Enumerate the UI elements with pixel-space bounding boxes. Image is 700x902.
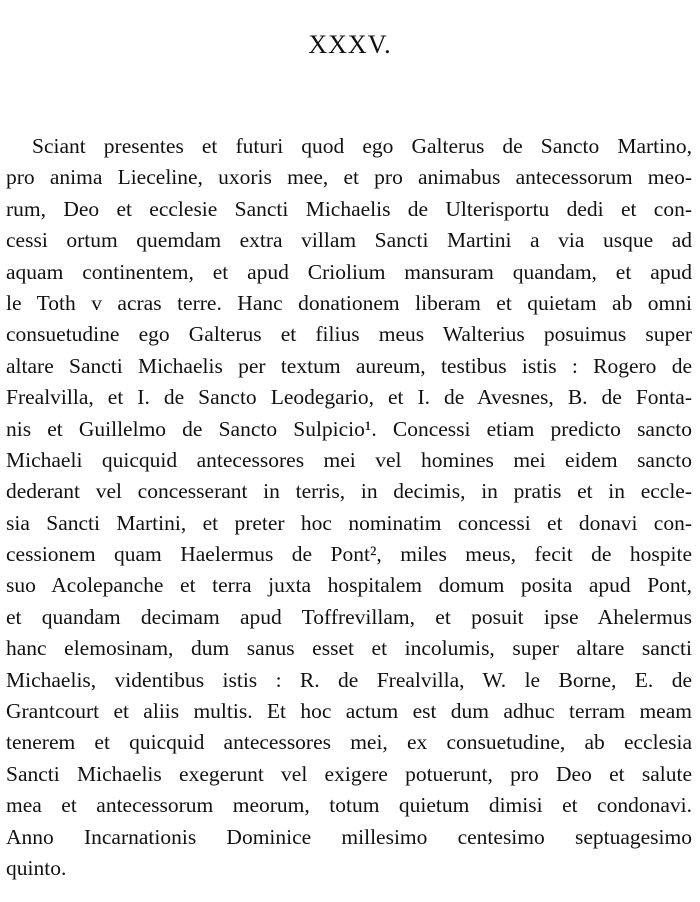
- text-line: pro anima Lieceline, uxoris mee, et pro animabus antecessorum meo-: [6, 165, 692, 190]
- text-line: Michaelis, videntibus istis : R. de Frealvilla, W. le Borne, E. de: [6, 667, 692, 692]
- text-line: consuetudine ego Galterus et filius meus Walterius posuimus super: [6, 322, 692, 347]
- text-line: tenerem et quicquid antecessores mei, ex consuetudine, ab ecclesia: [6, 730, 692, 755]
- charter-number-heading: XXXV.: [308, 30, 392, 59]
- charter-text: [6, 131, 692, 884]
- text-line: quinto.: [6, 855, 67, 880]
- text-line: sia Sancti Martini, et preter hoc nominatim concessi et donavi con-: [6, 510, 692, 535]
- text-line: altare Sancti Michaelis per textum aureum, testibus istis : Rogero de: [6, 353, 692, 378]
- text-line: Sancti Michaelis exegerunt vel exigere potuerunt, pro Deo et salute: [6, 761, 692, 786]
- text-line: cessi ortum quemdam extra villam Sancti Martini a via usque ad: [6, 228, 692, 253]
- text-line: Michaeli quicquid antecessores mei vel homines mei eidem sancto: [6, 447, 692, 472]
- text-line: le Toth v acras terre. Hanc donationem liberam et quietam ab omni: [6, 290, 692, 315]
- text-line: rum, Deo et ecclesie Sancti Michaelis de Ulterisportu dedi et con-: [6, 196, 692, 221]
- text-line: Anno Incarnationis Dominice millesimo centesimo septuagesimo: [6, 824, 692, 849]
- text-line: aquam continentem, et apud Criolium mansuram quandam, et apud: [6, 259, 692, 284]
- text-line: et quandam decimam apud Toffrevillam, et posuit ipse Ahelermus: [6, 604, 692, 629]
- text-line: hanc elemosinam, dum sanus esset et incolumis, super altare sancti: [6, 636, 692, 661]
- text-line: Frealvilla, et I. de Sancto Leodegario, et I. de Avesnes, B. de Fonta-: [6, 385, 692, 410]
- text-line: Grantcourt et aliis multis. Et hoc actum est dum adhuc terram meam: [6, 699, 692, 724]
- text-line: mea et antecessorum meorum, totum quietum dimisi et condonavi.: [6, 793, 692, 818]
- text-line: cessionem quam Haelermus de Pont², miles meus, fecit de hospite: [6, 542, 692, 567]
- text-line: suo Acolepanche et terra juxta hospitalem domum posita apud Pont,: [6, 573, 692, 598]
- text-line: dederant vel concesserant in terris, in decimis, in pratis et in eccle-: [6, 479, 692, 504]
- text-line: Sciant presentes et futuri quod ego Galterus de Sancto Martino,: [32, 134, 692, 158]
- text-line: nis et Guillelmo de Sancto Sulpicio¹. Concessi etiam predicto sancto: [6, 416, 692, 441]
